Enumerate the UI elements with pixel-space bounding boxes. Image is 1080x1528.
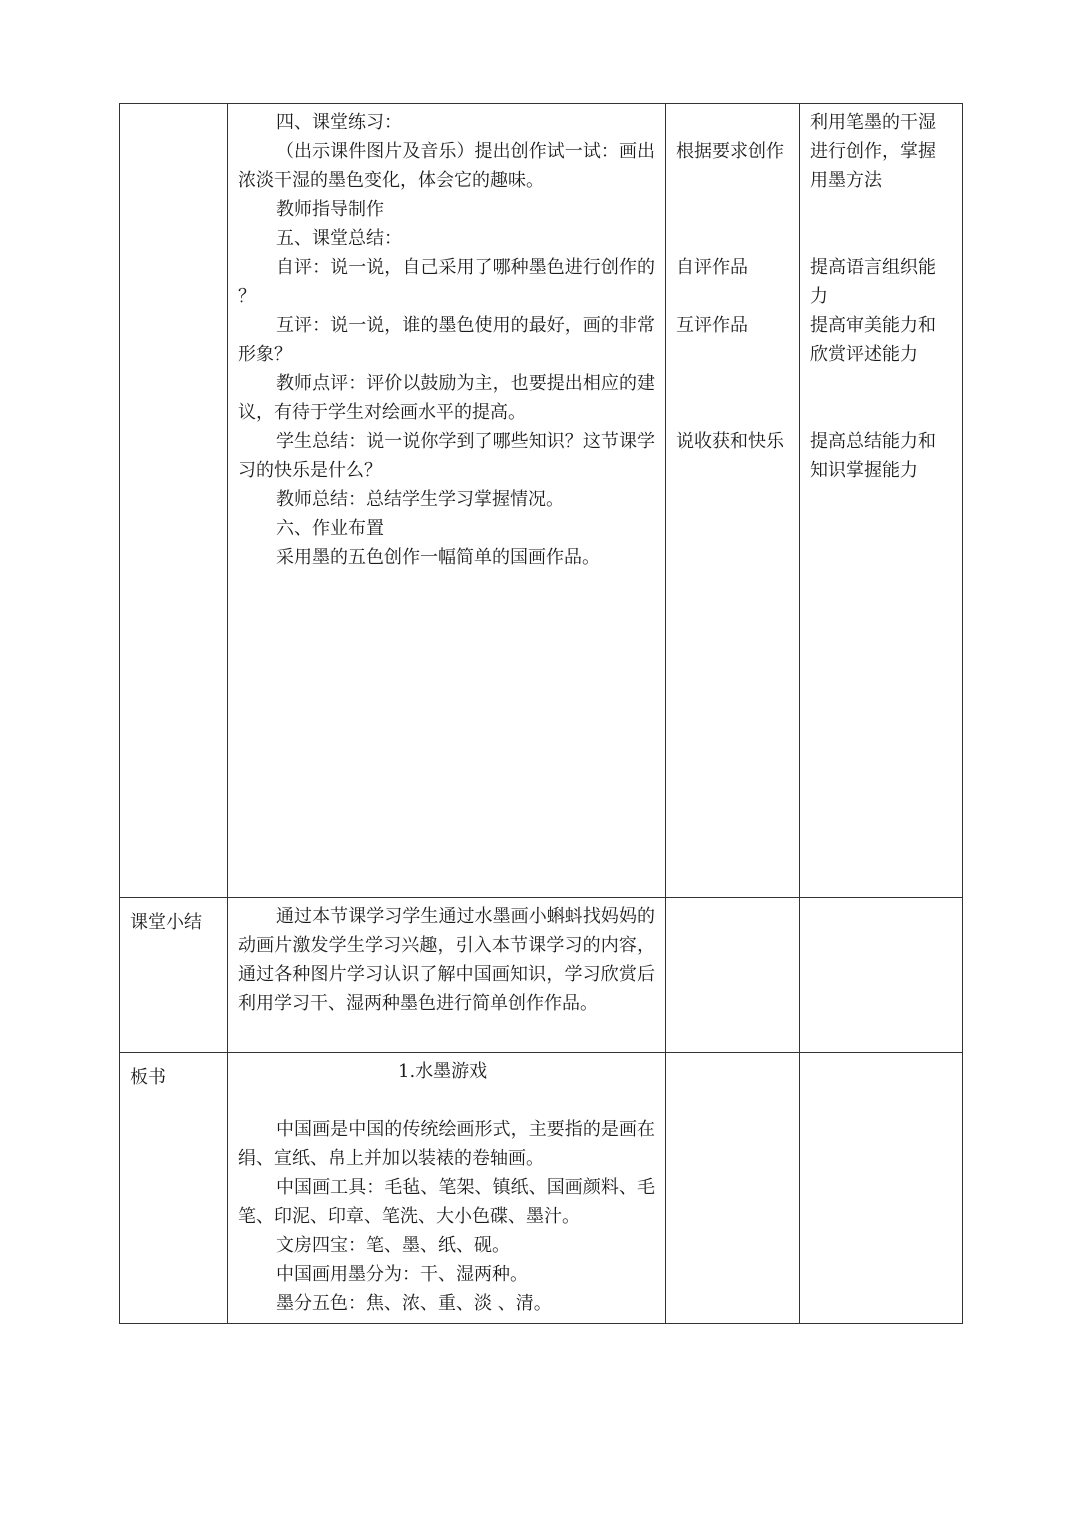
summary-empty-cell-1 <box>666 898 800 1053</box>
teacher-activity-cell <box>228 104 666 898</box>
intent-practice: 利用笔墨的干湿进行创作，掌握用墨方法 <box>810 112 936 191</box>
teacher-eval-text: 教师点评：评价以鼓励为主，也要提出相应的建议，有待于学生对绘画水平的提高。 <box>238 373 655 423</box>
teacher-summary-text: 教师总结：总结学生学习掌握情况。 <box>276 489 564 510</box>
self-eval-text: 自评：说一说，自己采用了哪种墨色进行创作的？ <box>238 257 655 307</box>
board-line-four-treasures: 文房四宝：笔、墨、纸、砚。 <box>276 1235 510 1256</box>
board-line-ink-types: 中国画用墨分为：干、湿两种。 <box>276 1264 528 1285</box>
section-practice-heading: 四、课堂练习： <box>276 112 402 133</box>
intent-language: 提高语言组织能力 <box>810 257 936 307</box>
board-line-definition: 中国画是中国的传统绘画形式，主要指的是画在绢、宣纸、帛上并加以装裱的卷轴画。 <box>238 1119 655 1169</box>
row-label-empty <box>120 104 228 898</box>
table-row-board <box>120 1053 963 1324</box>
board-empty-cell-1 <box>666 1053 800 1324</box>
intent-summary: 提高总结能力和知识掌握能力 <box>810 431 936 481</box>
table-row-summary <box>120 898 963 1053</box>
peer-eval-text: 互评：说一说，谁的墨色使用的最好，画的非常形象？ <box>238 315 655 365</box>
student-activity-cell <box>666 104 800 898</box>
homework-text: 采用墨的五色创作一幅简单的国画作品。 <box>276 547 600 568</box>
lesson-plan-table <box>119 103 963 1324</box>
design-intent-cell <box>800 104 963 898</box>
student-activity-create: 根据要求创作 <box>676 141 784 162</box>
summary-cell <box>228 898 666 1053</box>
board-title: 1.水墨游戏 <box>398 1061 488 1082</box>
summary-text: 通过本节课学习学生通过水墨画小蝌蚪找妈妈的动画片激发学生学习兴趣，引入本节课学习的内容，通过各种图片学习认识了解中国画知识，学习欣赏后利用学习干、湿两种墨色进行简单创作作品。 <box>238 906 655 1014</box>
table-row-activities <box>120 104 963 898</box>
student-activity-self-eval: 自评作品 <box>676 257 748 278</box>
board-cell <box>228 1053 666 1324</box>
section-summary-heading: 五、课堂总结： <box>276 228 402 249</box>
section-homework-heading: 六、作业布置 <box>276 518 384 539</box>
intent-aesthetic: 提高审美能力和欣赏评述能力 <box>810 315 936 365</box>
board-empty-cell-2 <box>800 1053 963 1324</box>
practice-text: （出示课件图片及音乐）提出创作试一试：画出浓淡干湿的墨色变化，体会它的趣味。 <box>238 141 655 191</box>
board-line-tools: 中国画工具：毛毡、笔架、镇纸、国画颜料、毛笔、印泥、印章、笔洗、大小色碟、墨汁。 <box>238 1177 655 1227</box>
row-label-board: 板书 <box>120 1053 228 1324</box>
student-summary-text: 学生总结：说一说你学到了哪些知识？这节课学习的快乐是什么？ <box>238 431 655 481</box>
row-label-summary: 课堂小结 <box>120 898 228 1053</box>
board-line-five-colors: 墨分五色：焦、浓、重、淡 、清。 <box>276 1293 552 1314</box>
teacher-guidance-text: 教师指导制作 <box>276 199 384 220</box>
summary-empty-cell-2 <box>800 898 963 1053</box>
student-activity-share: 说收获和快乐 <box>676 431 784 452</box>
student-activity-peer-eval: 互评作品 <box>676 315 748 336</box>
